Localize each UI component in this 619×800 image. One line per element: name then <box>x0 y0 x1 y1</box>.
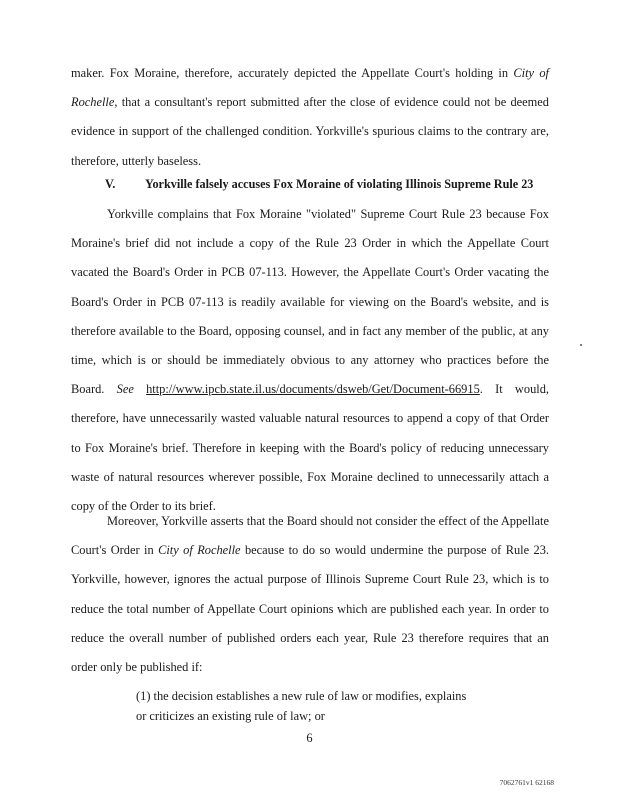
paragraph-text: Moreover, Yorkville asserts that the Board should not consider the effect of the Appellate Court's Order in <box>71 514 549 558</box>
paragraph-rule23-purpose <box>71 507 549 682</box>
section-heading <box>105 177 533 192</box>
margin-speck <box>580 344 582 346</box>
quote-line: or criticizes an existing rule of law; or <box>136 709 325 723</box>
paragraph-rochelle-holding <box>71 59 549 176</box>
case-name: City of Rochelle <box>71 66 550 110</box>
see-signal: See <box>116 382 134 397</box>
paragraph-text: Yorkville complains that Fox Moraine "violated" Supreme Court Rule 23 because Fox Moraine's brief did not include a copy of the Rule 23 Order in which the Appellate Court vacated the Board's Order in PCB 07-113. However, the Appellate Court's Order vacating the Board's Order in PCB 07-113 is readily available for viewing on the Board's website, and is therefore available to the Board, opposing counsel, and in fact any member of the public, at any time, which is or should be immediately obvious to any attorney who practices before the Board. <box>71 207 549 397</box>
case-name: City of Rochelle <box>158 543 241 558</box>
paragraph-text: , that a consultant's report submitted after the close of evidence could not be deemed evidence in support of the challenged condition. Yorkville's spurious claims to the contrary are, therefore, utterly baseless. <box>71 95 549 168</box>
paragraph-text: maker. Fox Moraine, therefore, accurately depicted the Appellate Court's holding in <box>71 66 514 80</box>
document-id: 7062761v1 62168 <box>499 778 554 787</box>
paragraph-rule23-complaint <box>71 200 549 521</box>
paragraph-text: . It would, therefore, have unnecessarily wasted valuable natural resources to append a copy of that Order to Fox Moraine's brief. Therefore in keeping with the Board's policy of reducing unnecessary waste of natural resources wherever possible, Fox Moraine declined to unnecessarily attach a copy of the Order to its brief. <box>71 382 549 514</box>
section-number: V. <box>105 177 116 191</box>
page-number: 6 <box>306 731 313 745</box>
quote-line: (1) the decision establishes a new rule of law or modifies, explains <box>136 689 467 703</box>
section-title: Yorkville falsely accuses Fox Moraine of violating Illinois Supreme Rule 23 <box>145 177 534 191</box>
board-document-link[interactable]: http://www.ipcb.state.il.us/documents/dsweb/Get/Document-66915 <box>146 382 480 397</box>
rule-quote <box>136 686 496 726</box>
paragraph-text: because to do so would undermine the purpose of Rule 23. Yorkville, however, ignores the actual purpose of Illinois Supreme Court Rule 23, which is to reduce the total number of Appellate Court opinions which are published each year. In order to reduce the overall number of published orders each year, Rule 23 therefore requires that an order only be published if: <box>71 543 550 675</box>
